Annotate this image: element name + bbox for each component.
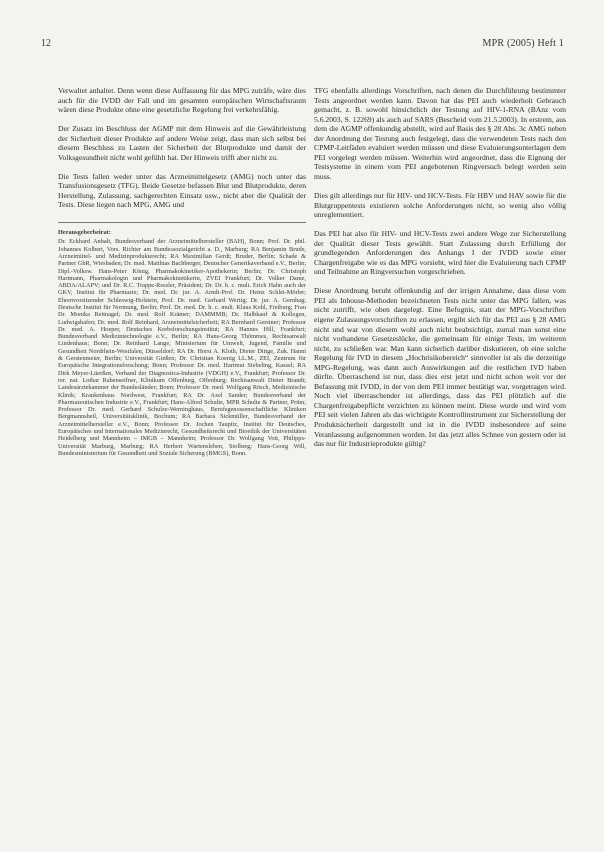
left-column bbox=[58, 86, 306, 467]
right-column bbox=[314, 86, 566, 458]
body-paragraph: Dies gilt allerdings nur für HIV- und HCV-Tests. Für HBV und HAV sowie für die Blutgruppentests existieren solche Anforderungen nicht, so wenig also völlig unreglementiert. bbox=[314, 190, 566, 220]
body-paragraph: Diese Anordnung beruht offenkundig auf der irrigen Annahme, dass diese vom PEI als Inhouse-Methoden bezeichneten Tests nicht unter das MPG fallen, was nicht zutrifft, wie oben dargelegt. Eine Befugnis, statt der MPG-Vorschriften eigene Zulassungsvorschriften zu erlassen, ergibt sich für das PEI aus § 28 AMG nicht und war von diesem wohl auch nicht beabsichtigt, zumal man sonst eine nicht vorhandene Gesetzeslücke, die gemeinsam für einige Tests, im weiteren nicht, zu schließen war. Man kann sicherlich darüber diskutieren, ob eine solche Regelung für IVD in diesem „Hochrisikobereich“ sinnvoller ist als die derzeitige MPG-Regelung, was dann auch Auswirkungen auf die restlichen IVD haben dürfte. Überraschend ist nur, dass dies erst jetzt und nicht schon weit vor der Befassung mit IVDD, in der von dem PEI immer bestätigt war, vorgetragen wird. Noch viel überraschender ist allerdings, dass das PEI plötzlich auf die Chargenfreigabepflicht verzichten zu können meint. Diese wurde und wird vom PEI seit vielen Jahren als das wichtigste Kontrollinstrument zur Sicherstellung der Produktsicherheit dargestellt und ist in die IVDD insbesondere auf seine Veranlassung aufgenommen worden. Ist das jetzt alles Schnee von gestern oder ist das nur für Industrieprodukte gültig? bbox=[314, 286, 566, 449]
body-paragraph: Der Zusatz im Beschluss der AGMP mit dem Hinweis auf die Gewährleistung der Sicherheit dieser Produkte auf andere Weise zeigt, dass man sich selbst bei diesem Beschluss zu Lasten der Sicherheit der Blutprodukte und damit der Volksgesundheit nicht wohl gefühlt hat. Der Hinweis trifft aber nicht zu. bbox=[58, 124, 306, 162]
body-paragraph: Das PEI hat also für HIV- und HCV-Tests zwei andere Wege zur Sicherstellung der Qualität dieser Tests gewählt. Statt Zulassung durch Erfüllung der grundlegenden Anforderungen des Anhangs I der IVDD sowie einer Chargenfreigabe wie es das MPG vorsieht, wird hier die Evaluierung nach CPMP und Teilnahme an Ringversuchen vorgeschrieben. bbox=[314, 229, 566, 277]
body-paragraph: Die Tests fallen weder unter das Arzneimittelgesetz (AMG) noch unter das Transfusionsgesetz (TFG). Beide Gesetze befassen Blut und Blutprodukte, deren Herstellung, Zulassung, sachgerechten Einsatz usw., nicht aber die Qualität der Tests. Diese liegen nach MPG, AMG und bbox=[58, 171, 306, 210]
page-number: 12 bbox=[41, 38, 51, 49]
running-head: MPR (2005) Heft 1 bbox=[482, 38, 564, 49]
editorial-board-list: Dr. Eckhard Anhalt, Bundesverband der Arzneimittelhersteller (BAH), Bonn; Prof. Dr. phil. Johannes Kolbert, Vors. Richter am Bundessozialgericht a. D., Marburg; RA Benjamin Brude, Arzneimittel- und Medizinprodukterecht; RA Maximilian Gerdt; Bruder, Berlin; Schade & Partner GbR, Wiesbaden; Dr. med. Matthias Bachberger, Deutscher Generikaverband e.V., Berlin; Dipl.-Volksw. Hans-Peter König, Pharmakokinetiker-Apothekerin; Berlin; Dr. Christoph Hartmann, Pharmakologin und Pharmakokinetikerin, ZVEI Frankfurt; Dr. Volker Dame, ABDA/ALAPV; und Dr. R.C. Trappe-Ressler, Präsident; Dr. Dr. h. c. mult. Erich Hahn auch der GKV, Institut für Pharmazie; Dr. med. Dr. jur. A. Arndt-Prof. Dr. Heinz Schlei-Mörler; Ehrenvorsitzender Schleswig-Holstein, Prof. Dr. med. Gerhard Wertig; Dr. jur. A. Gernhag; Deutsche Institut für Normung, Berlin; Prof. Dr. med. Dr. h. c. mult. Klaus Kohl, Freiburg; Frau Dr. Monika Reitnagel; Dr. med. Rolf Krämer; DAMMMB; Dr. Halbkauf & Kollegen, Ludwigshafen; Dr. med. Rolf Reinhard, Arzneimittelsicherheit; RA Bernhard Gerstner; Professor Dr. med. A. Hoeper, Deutsches Krebsforschungsinstitut; RA Hannes Hill, Frankfurt; Bundesverband Medizintechnologie e.V., Berlin; RA Hans-Georg Thömmes, Rechtsanwalt Lindenhaus; Bonn; Dr. Reinhard Lange, Ministerium für Umwelt, Jugend, Familie und Gesundheit Nordrhein-Westfalen, Düsseldorf; RA Dr. Horst A. Kloth, Dieter Dittge, Zuk. Hanni & Gerstenmeier, Berlin; Universität Gießen; Dr. Christian Koenig LL.M., ZEI, Zentrum für Europäische Integrationsforschung; Bonn; Professor Dr. med. Hartmut Siebeling, Kassel; RA Dirk Meyer-Lüerßen, Verband der Diagnostica-Industrie (VDGH) e.V., Frankfurt; Professor Dr. rer. nat. Lothar Rabenseifner, Klinikum Offenburg, Offenburg; Rechtsanwalt Dieter Brandt; Landesärztekammer der Bundesländer; Bonn; Professor Dr. med. Wolfgang Rösch, Medizinische Klinik; Krankenhaus Nordwest, Frankfurt; RA Dr. Axel Sander; Bundesverband der Pharmazeutischen Industrie e.V., Frankfurt; Hans-Alfred Schulte, MPR Schulte & Partner, Prüm; Professor Dr. med. Gerhard Schulze-Werninghaus, Berufsgenossenschaftliche Kliniken Bergmannsheil, Universitätsklinik, Bochum; RA Barbara Sickmüller, Bundesverband der Arzneimittelhersteller e.V., Bonn; Professor Dr. Jochen Taupitz, Institut für Deutsches, Europäisches und Internationales Medizinrecht, Gesundheitsrecht und Bioethik der Universitäten Heidelberg und Mannheim – IMGB – Mannheim; Professor Dr. Wolfgang Voit, Philipps-Universität Marburg, Marburg; RA Herbert Wartensleben, Stolberg; Hans-Georg Will, Bundesministerium für Gesundheit und Soziale Sicherung (BMGS), Bonn. bbox=[58, 238, 306, 457]
body-paragraph: Verwaltet anhaltet. Denn wenn diese Auffassung für das MPG zuträfe, wäre dies auch für die IVDD der Fall und im gesamten europäischen Wirtschaftsraum wären diese Produkte ohne eine gesetzliche Regelung frei verkehrsfähig. bbox=[58, 86, 306, 115]
editorial-board-box bbox=[58, 222, 306, 457]
body-paragraph: TFG ebenfalls allerdings Vorschriften, nach denen die Durchführung bestimmter Tests angeordnet werden kann. Davon hat das PEI auch wiederholt Gebrauch gemacht, z. B. sowohl hinsichtlich der Testung auf HIV-1-RNA (BAnz vom 5.6.2003, S. 12269) als auch auf SARS (Bescheid vom 21.5.2003). In erstrem, aus dem die AGMP offenkundig abstellt, wird auf Basis des § 28 Abs. 3c AMG neben der Anordnung der Testung auch festgelegt, dass die verwendeten Tests nach den CPMP-Leitfäden evaluiert werden müssen und diese Evaluierungsunterlagen dem PEI vorgelegt werden müssen. Weiterhin wird angeordnet, dass die Eignung der Testsysteme in einem vom PEI angebotenen Ringversuch belegt werden sein muss. bbox=[314, 86, 566, 181]
editorial-board-heading: Herausgeberbeirat: bbox=[58, 229, 111, 237]
